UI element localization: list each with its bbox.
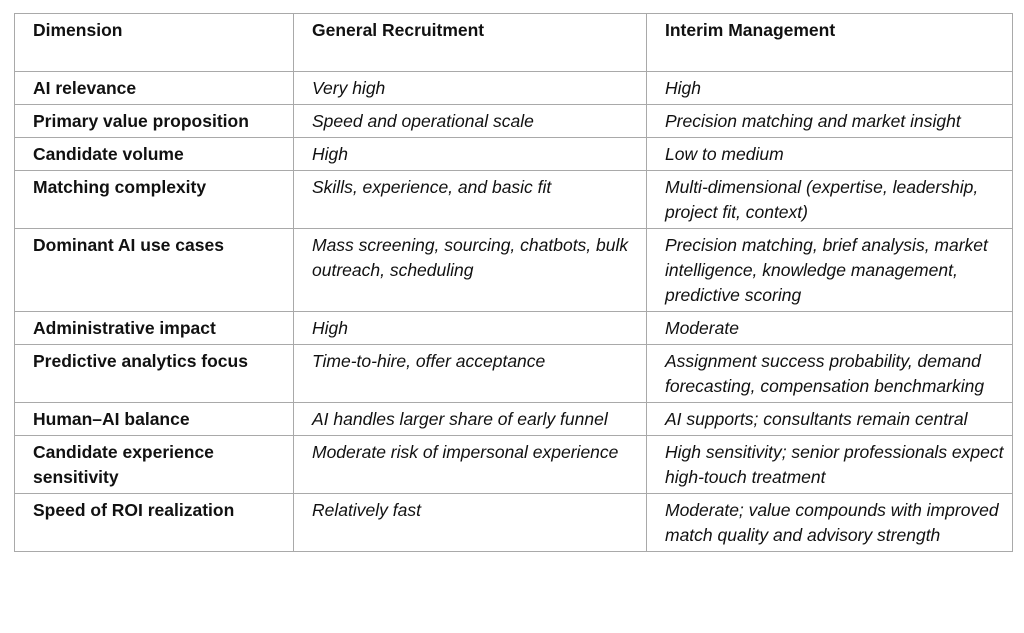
row-interim-value: High — [647, 72, 1013, 105]
row-interim-value: Multi-dimensional (expertise, leadership, project fit, context) — [647, 171, 1013, 229]
table-header-row — [15, 14, 1013, 72]
row-dimension: Matching complexity — [15, 171, 294, 229]
table-row — [15, 403, 1013, 436]
row-interim-value: Low to medium — [647, 138, 1013, 171]
table-row — [15, 229, 1013, 312]
row-interim-value: Assignment success probability, demand forecasting, compensation benchmarking — [647, 345, 1013, 403]
row-dimension: Candidate experience sensitivity — [15, 436, 294, 494]
row-general-value: Moderate risk of impersonal experience — [294, 436, 647, 494]
table-row — [15, 312, 1013, 345]
row-interim-value: High sensitivity; senior professionals expect high-touch treatment — [647, 436, 1013, 494]
row-dimension: Human–AI balance — [15, 403, 294, 436]
row-general-value: Time-to-hire, offer acceptance — [294, 345, 647, 403]
table-row — [15, 171, 1013, 229]
row-dimension: Speed of ROI realization — [15, 494, 294, 552]
row-general-value: High — [294, 138, 647, 171]
row-general-value: Speed and operational scale — [294, 105, 647, 138]
row-dimension: Primary value proposition — [15, 105, 294, 138]
row-dimension: Dominant AI use cases — [15, 229, 294, 312]
header-dimension: Dimension — [15, 14, 294, 72]
row-general-value: Skills, experience, and basic fit — [294, 171, 647, 229]
row-dimension: AI relevance — [15, 72, 294, 105]
row-dimension: Candidate volume — [15, 138, 294, 171]
row-general-value: Relatively fast — [294, 494, 647, 552]
table-row — [15, 345, 1013, 403]
row-interim-value: AI supports; consultants remain central — [647, 403, 1013, 436]
header-interim-management: Interim Management — [647, 14, 1013, 72]
table-row — [15, 72, 1013, 105]
row-interim-value: Moderate; value compounds with improved match quality and advisory strength — [647, 494, 1013, 552]
row-interim-value: Moderate — [647, 312, 1013, 345]
table-row — [15, 105, 1013, 138]
row-interim-value: Precision matching and market insight — [647, 105, 1013, 138]
row-general-value: Mass screening, sourcing, chatbots, bulk outreach, scheduling — [294, 229, 647, 312]
table-row — [15, 138, 1013, 171]
row-general-value: Very high — [294, 72, 647, 105]
row-general-value: High — [294, 312, 647, 345]
table-row — [15, 494, 1013, 552]
row-dimension: Predictive analytics focus — [15, 345, 294, 403]
row-interim-value: Precision matching, brief analysis, market intelligence, knowledge management, predictive scoring — [647, 229, 1013, 312]
header-general-recruitment: General Recruitment — [294, 14, 647, 72]
table-row — [15, 436, 1013, 494]
row-general-value: AI handles larger share of early funnel — [294, 403, 647, 436]
row-dimension: Administrative impact — [15, 312, 294, 345]
comparison-table-container — [14, 13, 1012, 552]
comparison-table — [14, 13, 1013, 552]
